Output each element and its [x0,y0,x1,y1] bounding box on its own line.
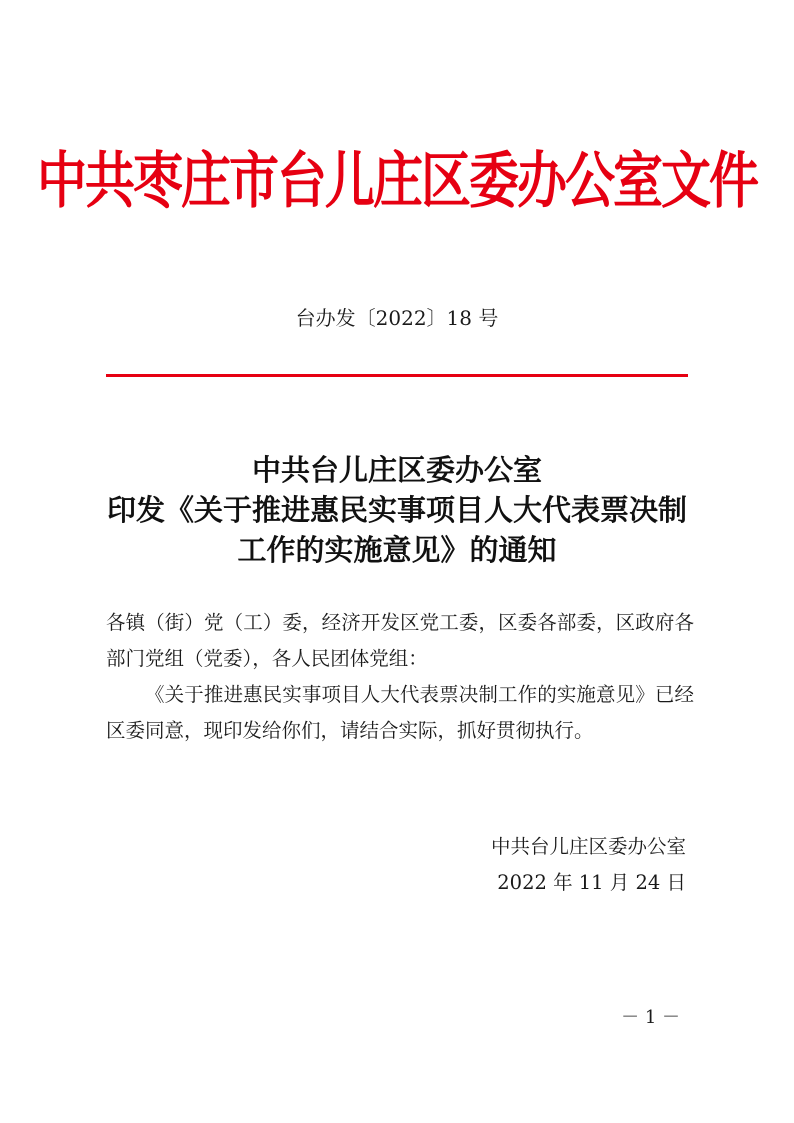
page-number: － 1 － [621,1007,680,1028]
signature-block [380,829,686,901]
issue-date: 2022 年 11 月 24 日 [497,871,686,894]
title-line-1: 中共台儿庄区委办公室 [251,453,542,487]
document-masthead: 中共枣庄市台儿庄区委办公室文件 [37,145,757,217]
document-body [106,605,694,749]
title-line-2: 印发《关于推进惠民实事项目人大代表票决制 [106,493,687,527]
recipients-paragraph: 各镇（街）党（工）委，经济开发区党工委，区委各部委，区政府各部门党组（党委），各人民团体党组： [106,611,694,670]
red-divider-line [106,374,688,377]
document-title [80,450,714,570]
title-line-3: 工作的实施意见》的通知 [237,533,557,567]
document-number: 台办发〔2022〕18 号 [295,306,499,330]
issuer-name: 中共台儿庄区委办公室 [490,835,686,858]
notice-paragraph: 《关于推进惠民实事项目人大代表票决制工作的实施意见》已经区委同意，现印发给你们，请结合实际，抓好贯彻执行。 [106,683,694,742]
